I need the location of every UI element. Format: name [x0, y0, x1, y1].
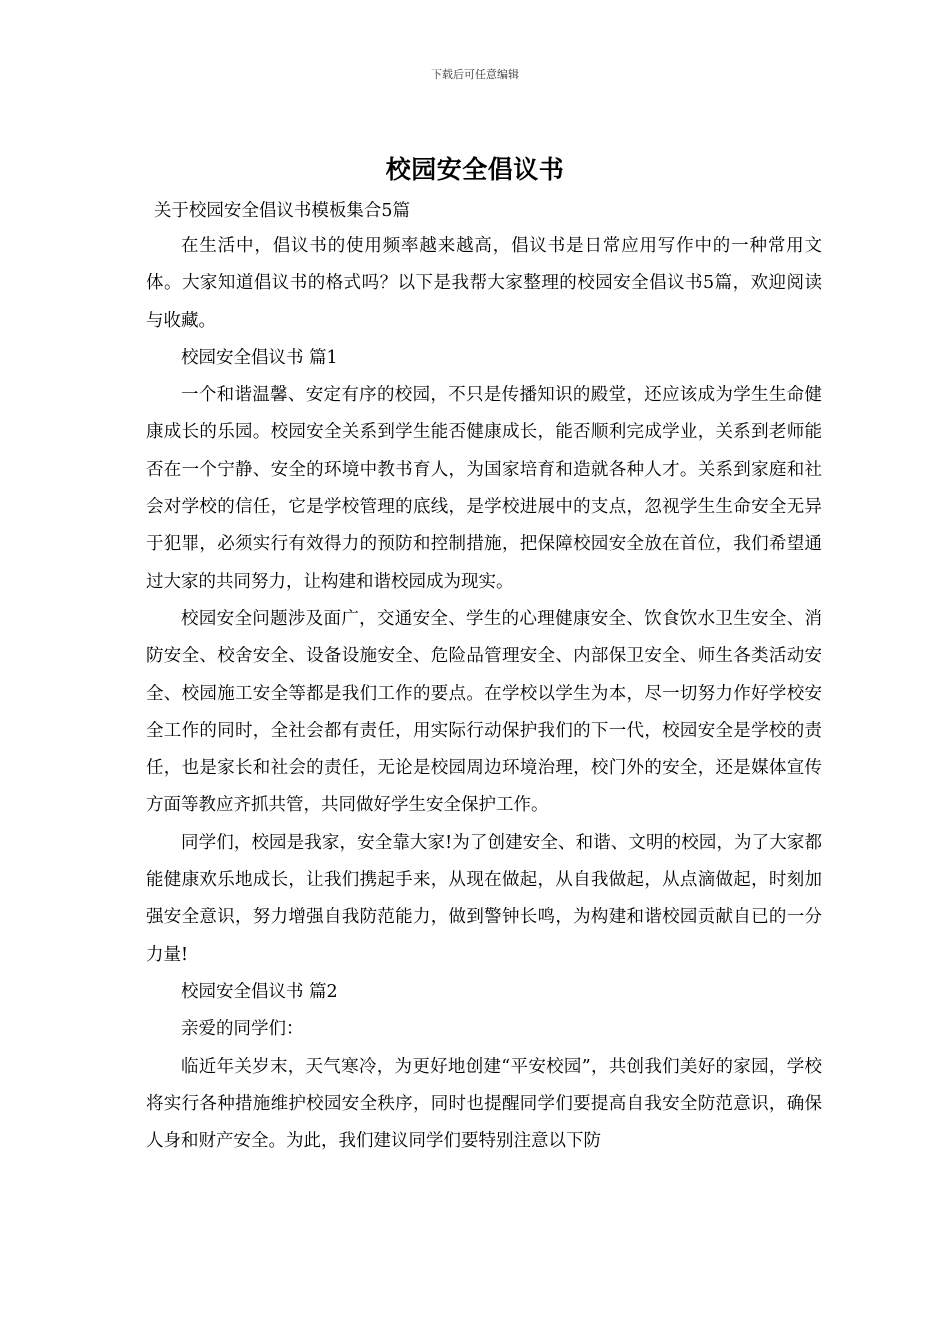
document-body	[146, 199, 822, 1160]
body-paragraph: 一个和谐温馨、安定有序的校园，不只是传播知识的殿堂，还应该成为学生生命健康成长的乐园。校园安全关系到学生能否健康成长，能否顺利完成学业，关系到老师能否在一个宁静、安全的环境中教书育人，为国家培育和造就各种人才。关系到家庭和社会对学校的信任，它是学校管理的底线，是学校进展中的支点，忽视学生生命安全无异于犯罪，必须实行有效得力的预防和控制措施，把保障校园安全放在首位，我们希望通过大家的共同努力，让构建和谐校园成为现实。	[146, 385, 822, 592]
salutation: 亲爱的同学们：	[181, 1019, 304, 1040]
document-subtitle: 关于校园安全倡议书模板集合5篇	[153, 201, 411, 221]
body-paragraph: 校园安全问题涉及面广，交通安全、学生的心理健康安全、饮食饮水卫生安全、消防安全、校舍安全、设备设施安全、危险品管理安全、内部保卫安全、师生各类活动安全、校园施工安全等都是我们工作的要点。在学校以学生为本，尽一切努力作好学校安全工作的同时，全社会都有责任，用实际行动保护我们的下一代，校园安全是学校的责任，也是家长和社会的责任，无论是校园周边环境治理，校门外的安全，还是媒体宣传方面等教应齐抓共管，共同做好学生安全保护工作。	[146, 608, 822, 816]
section-heading-2: 校园安全倡议书 篇2	[181, 981, 338, 1002]
intro-paragraph: 在生活中，倡议书的使用频率越来越高，倡议书是日常应用写作中的一种常用文体。大家知道倡议书的格式吗？以下是我帮大家整理的校园安全倡议书5篇，欢迎阅读与收藏。	[146, 236, 822, 331]
header-note: 下载后可任意编辑	[431, 68, 519, 81]
document-title: 校园安全倡议书	[385, 155, 565, 184]
body-paragraph: 同学们，校园是我家，安全靠大家!为了创建安全、和谐、文明的校园，为了大家都能健康欢乐地成长，让我们携起手来，从现在做起，从自我做起，从点滴做起，时刻加强安全意识，努力增强自我防范能力，做到警钟长鸣，为构建和谐校园贡献自已的一分力量!	[146, 832, 822, 965]
body-paragraph: 临近年关岁末，天气寒冷，为更好地创建“平安校园”，共创我们美好的家园，学校将实行各种措施维护校园安全秩序，同时也提醒同学们要提高自我安全防范意识，确保人身和财产安全。为此，我们建议同学们要特别注意以下防	[146, 1056, 822, 1152]
section-heading-1: 校园安全倡议书 篇1	[181, 347, 338, 368]
